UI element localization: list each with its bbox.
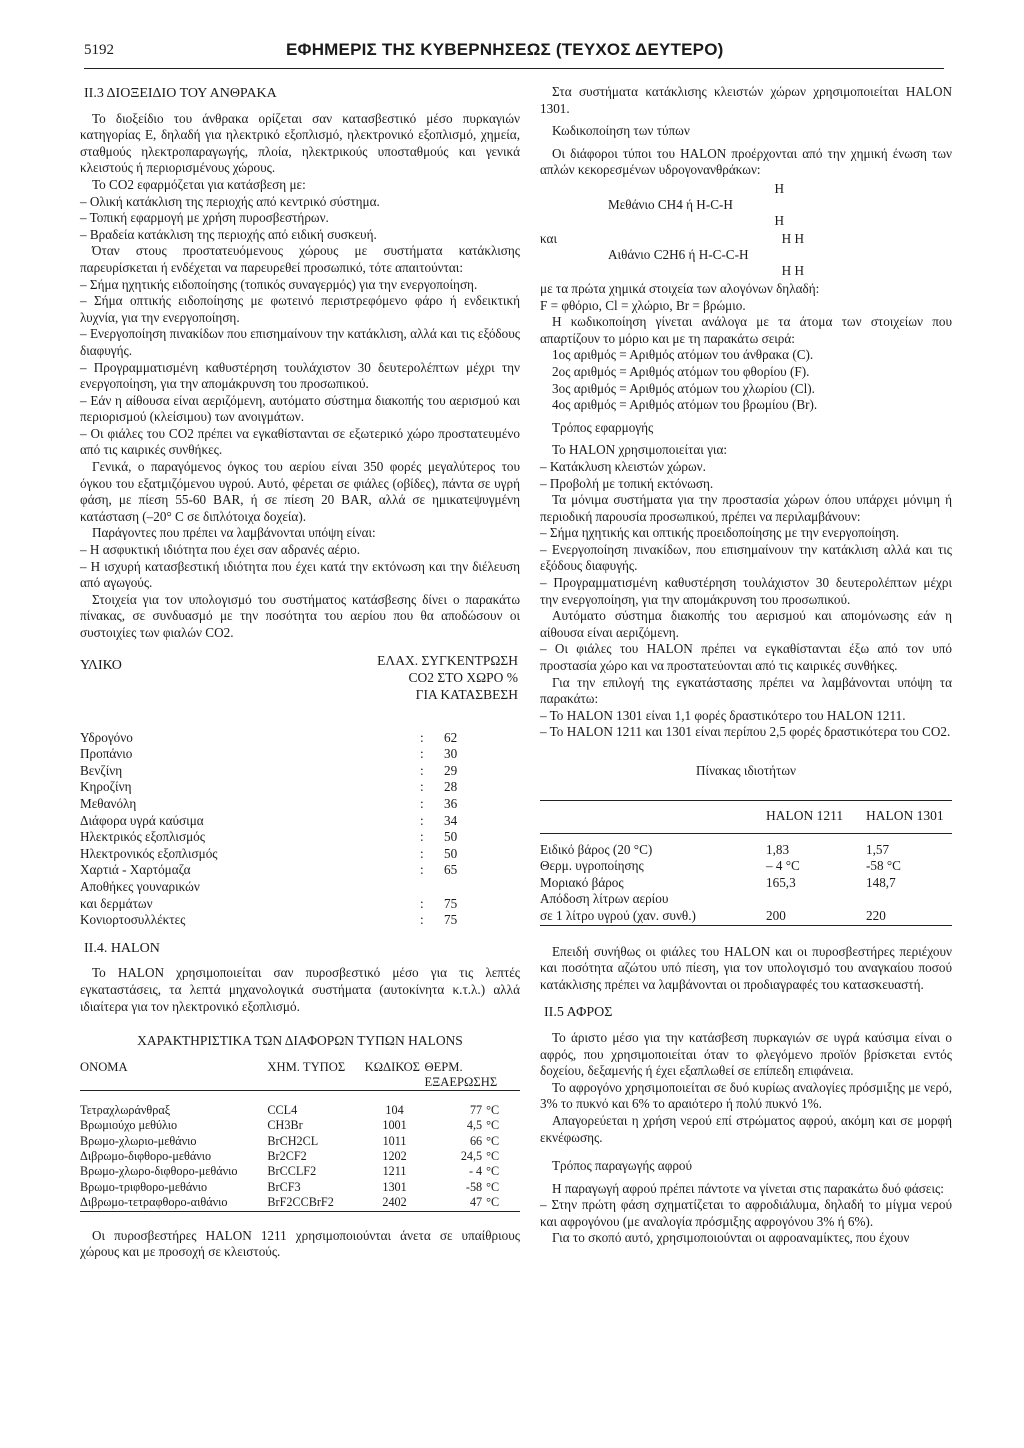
paragraph: Όταν στους προστατευόμενους χώρους με συστήματα κατάκλισης παρευρίσκεται ή ενδέχεται να παρευρεθεί προσωπικό, τότε απαιτούνται: bbox=[80, 243, 520, 275]
paragraph: Για το σκοπό αυτό, χρησιμοποιούνται οι αφροαναμίκτες, που έχουν bbox=[552, 1230, 910, 1246]
separator: : bbox=[420, 729, 424, 745]
paragraph: Το CO2 εφαρμόζεται για κατάσβεση με: bbox=[92, 176, 306, 192]
list-item: – Ολική κατάκλιση της περιοχής από κεντρικό σύστημα. bbox=[80, 193, 380, 209]
material-name: Υδρογόνο bbox=[80, 729, 133, 745]
list-item: – Ενεργοποίηση πινακίδων που επισημαίνουν την κατάκλιση, αλλά και τις εξόδους διαφυγής. bbox=[80, 326, 520, 358]
list-item: – Προβολή με τοπική εκτόνωση. bbox=[540, 475, 714, 491]
value-1301: 1,57 bbox=[866, 841, 890, 857]
paragraph: Το HALON χρησιμοποιείται σαν πυροσβεστικό μέσο για τις λεπτές εγκαταστάσεις, τα λεπτά μηχανολογικά συστήματα (αυτοκίνητα κ.τ.λ.) αλλά ιδιαίτερα για τον ηλεκτρονικό εξοπλισμό. bbox=[80, 965, 520, 1014]
paragraph: Το άριστο μέσο για την κατάσβεση πυρκαγιών σε υγρά καύσιμα είναι ο αφρός, που χρησιμοποιείται όταν το φλεγόμενο προϊόν βρίσκεται εντός δοχείου, δεξαμενής ή έχει εξαπλωθεί σε επίπεδη επιφάνεια. bbox=[540, 1029, 952, 1079]
table-row bbox=[80, 896, 520, 913]
material-name: Ηλεκτρονικός εξοπλισμός bbox=[80, 845, 218, 861]
table-row bbox=[80, 862, 520, 879]
separator: : bbox=[420, 829, 424, 845]
table-header-row bbox=[540, 800, 952, 833]
paragraph: Το HALON χρησιμοποιείται για: bbox=[552, 442, 728, 458]
list-item: – Το HALON 1301 είναι 1,1 φορές δραστικότερο του HALON 1211. bbox=[540, 707, 906, 723]
cell-code: 1202 bbox=[382, 1148, 407, 1163]
cell-formula: CCL4 bbox=[267, 1102, 298, 1117]
list-item: – Προγραμματισμένη καθυστέρηση τουλάχιστον 30 δευτερολέπτων μέχρι την ενεργοποίηση, για την απομάκρυνση του προσωπικού. bbox=[80, 359, 520, 392]
property-label: Μοριακό βάρος bbox=[540, 874, 624, 890]
right-column bbox=[540, 84, 952, 1247]
list-item: 4ος αριθμός = Αριθμός ατόμων του βρωμίου (Br). bbox=[552, 397, 818, 413]
subheading: Κωδικοποίηση των τύπων bbox=[552, 123, 690, 139]
cell-name: Διβρωμο-τετραφθορο-αιθάνιο bbox=[80, 1195, 228, 1210]
material-value: 65 bbox=[444, 862, 458, 878]
paragraph: Η κωδικοποίηση γίνεται ανάλογα με τα άτομα των στοιχείων που απαρτίζουν το μόριο και με τη παρακάτω σειρά: bbox=[540, 314, 952, 346]
cell-code: 1001 bbox=[382, 1118, 407, 1133]
table-row bbox=[80, 779, 520, 796]
paragraph: Τα μόνιμα συστήματα για την προστασία χώρων όπου υπάρχει μόνιμη ή περιοδική παρουσία προσωπικού, πρέπει να περιλαμβάνουν: bbox=[540, 492, 952, 524]
properties-table-title: Πίνακας ιδιοτήτων bbox=[696, 763, 796, 778]
table-row bbox=[540, 858, 952, 875]
separator: : bbox=[420, 762, 424, 778]
value-1211: 165,3 bbox=[766, 874, 796, 890]
separator: : bbox=[420, 812, 424, 828]
cell-temp: 47 bbox=[469, 1195, 483, 1210]
cell-unit: °C bbox=[486, 1118, 500, 1133]
halons-table bbox=[80, 1060, 520, 1216]
material-value: 75 bbox=[444, 912, 458, 928]
value-1211: 1,83 bbox=[766, 841, 790, 857]
paragraph: Στοιχεία για τον υπολογισμό του συστήματος κατάσβεσης δίνει ο παρακάτω πίνακας, σε συνδυασμό με την ποσότητα του αερίου που θα αποδώσουν οι συστοιχίες των φιαλών CO2. bbox=[80, 591, 520, 640]
material-value: 62 bbox=[444, 729, 458, 745]
separator: : bbox=[420, 895, 424, 911]
separator: : bbox=[420, 912, 424, 928]
material-value: 75 bbox=[444, 895, 458, 911]
paragraph: Για την επιλογή της εγκατάστασης πρέπει να λαμβάνονται υπόψη τα παρακάτω: bbox=[540, 674, 952, 707]
paragraph: Οι διάφοροι τύποι του HALON προέρχονται από την χημική ένωση των απλών κεκορεσμένων υδρογονανθράκων: bbox=[540, 145, 952, 178]
value-1211: 200 bbox=[766, 907, 786, 923]
table-row bbox=[80, 846, 520, 863]
cell-unit: °C bbox=[486, 1195, 500, 1210]
cell-formula: BrF2CCBrF2 bbox=[267, 1195, 334, 1210]
table-row bbox=[80, 730, 520, 747]
table-row bbox=[80, 813, 520, 830]
cell-unit: °C bbox=[486, 1148, 500, 1163]
list-item: – Οι φιάλες του CO2 πρέπει να εγκαθίστανται σε εξωτερικό χώρο προστατευμένο από τις καιρικές συνθήκες. bbox=[80, 425, 520, 458]
value-1301: 220 bbox=[866, 907, 886, 923]
methane-structure bbox=[540, 181, 952, 229]
material-name: Κονιορτοσυλλέκτες bbox=[80, 912, 186, 928]
column-header-halon-1301: HALON 1301 bbox=[866, 800, 952, 833]
paragraph: F = φθόριο, Cl = χλώριο, Br = βρώμιο. bbox=[540, 297, 746, 313]
list-item: – Στην πρώτη φάση σχηματίζεται το αφροδιάλυμα, δηλαδή το μίγμα νερού και αφρογόνου (με αναλογία πρόσμιξης αφρογόνου 3% ή 6%). bbox=[540, 1197, 952, 1229]
table-row bbox=[80, 879, 520, 896]
separator: : bbox=[420, 746, 424, 762]
table-row bbox=[80, 1180, 520, 1195]
table-row bbox=[80, 746, 520, 763]
column-header-formula: ΧΗΜ. ΤΥΠΟΣ bbox=[267, 1060, 364, 1091]
halons-table-title: ΧΑΡΑΚΤΗΡΙΣΤΙΚΑ ΤΩΝ ΔΙΑΦΟΡΩΝ ΤΥΠΩΝ HALONS bbox=[137, 1033, 463, 1049]
value-1211: – 4 °C bbox=[766, 858, 800, 874]
header-rule bbox=[84, 68, 944, 69]
column-header-temp: ΘΕΡΜ. ΕΞΑΕΡΩΣΗΣ bbox=[424, 1060, 520, 1091]
list-item: – Σήμα ηχητικής ειδοποίησης (τοπικός συναγερμός) για την ενεργοποίηση. bbox=[80, 276, 478, 292]
material-value: 29 bbox=[444, 762, 458, 778]
properties-table bbox=[540, 800, 952, 932]
material-value bbox=[444, 879, 484, 896]
material-name: Προπάνιο bbox=[80, 746, 133, 762]
materials-colhead-line: ΕΛΑΧ. ΣΥΓΚΕΝΤΡΩΣΗ bbox=[377, 652, 518, 668]
list-item: – Η ασφυκτική ιδιότητα που έχει σαν αδρανές αέριο. bbox=[80, 542, 361, 558]
section-title-halon: ΙΙ.4. HALON bbox=[84, 940, 160, 956]
list-item: – Τοπική εφαρμογή με χρήση πυροσβεστήρων. bbox=[80, 210, 329, 226]
material-value: 28 bbox=[444, 779, 458, 795]
table-row bbox=[80, 1164, 520, 1179]
material-value: 36 bbox=[444, 795, 458, 811]
materials-column-heading bbox=[377, 652, 518, 703]
list-item: – Η ισχυρή κατασβεστική ιδιότητα που έχει κατά την εκτόνωση και την διέλευση από αγωγούς. bbox=[80, 558, 520, 591]
structure-atom: H bbox=[774, 212, 784, 228]
material-name: Κηροζίνη bbox=[80, 779, 132, 795]
cell-temp: 4,5 bbox=[466, 1118, 483, 1133]
section-title-co2: ΙΙ.3 ΔΙΟΞΕΙΔΙΟ ΤΟΥ ΑΝΘΡΑΚΑ bbox=[84, 86, 277, 101]
materials-title: ΥΛΙΚΟ bbox=[80, 657, 122, 673]
materials-table-header bbox=[80, 652, 520, 724]
table-row bbox=[80, 1195, 520, 1211]
cell-name: Διβρωμο-διφθορο-μεθάνιο bbox=[80, 1148, 212, 1163]
materials-colhead-line: ΓΙΑ ΚΑΤΑΣΒΕΣΗ bbox=[415, 686, 518, 702]
cell-code: 1301 bbox=[382, 1179, 407, 1194]
cell-unit: °C bbox=[486, 1102, 500, 1117]
page-header bbox=[84, 38, 944, 66]
list-item: 2ος αριθμός = Αριθμός ατόμων του φθορίου (F). bbox=[552, 363, 810, 379]
value-1301: 148,7 bbox=[866, 874, 896, 890]
material-name: Διάφορα υγρά καύσιμα bbox=[80, 812, 204, 828]
column-header-code: ΚΩΔΙΚΟΣ bbox=[365, 1060, 425, 1091]
material-value: 34 bbox=[444, 812, 458, 828]
cell-temp: - 4 bbox=[468, 1164, 483, 1179]
table-row bbox=[80, 1103, 520, 1118]
material-value: 30 bbox=[444, 746, 458, 762]
separator bbox=[420, 879, 444, 896]
paragraph: Απαγορεύεται η χρήση νερού επί στρώματος αφρού, ακόμη και σε μορφή εκνέφωσης. bbox=[540, 1112, 952, 1145]
list-item: 1ος αριθμός = Αριθμός ατόμων του άνθρακα (C). bbox=[552, 347, 814, 363]
list-item: – Σήμα οπτικής ειδοποίησης με φωτεινό περιστρεφόμενο φάρο ή ενδεικτική λυχνία, για την ενεργοποίηση. bbox=[80, 293, 520, 325]
property-label: Θερμ. υγροποίησης bbox=[540, 858, 644, 874]
list-item: – Εάν η αίθουσα είναι αεριζόμενη, αυτόματο σύστημα διακοπής του αερισμού και περιορισμού (κλείσιμου) των ανοιγμάτων. bbox=[80, 392, 520, 425]
table-row bbox=[540, 908, 952, 925]
table-row bbox=[80, 1134, 520, 1149]
column-header-name: ΟΝΟΜΑ bbox=[80, 1060, 267, 1091]
list-item: – Σήμα ηχητικής και οπτικής προειδοποίησης με την ενεργοποίηση. bbox=[540, 525, 900, 541]
paragraph: Οι πυροσβεστήρες HALON 1211 χρησιμοποιούνται άνετα σε υπαίθριους χώρους και με προσοχή σε κλειστούς. bbox=[80, 1227, 520, 1260]
methane-formula: Μεθάνιο CH4 ή H-C-H bbox=[608, 196, 733, 212]
list-item: – Κατάκλυση κλειστών χώρων. bbox=[540, 458, 706, 474]
cell-temp: -58 bbox=[465, 1179, 483, 1194]
ethane-formula: Αιθάνιο C2H6 ή H-C-C-H bbox=[608, 246, 749, 262]
cell-formula: BrCCLF2 bbox=[267, 1164, 317, 1179]
cell-temp: 24,5 bbox=[460, 1148, 483, 1163]
table-row bbox=[80, 1149, 520, 1164]
subheading: Τρόπος παραγωγής αφρού bbox=[552, 1158, 693, 1174]
value-1301: -58 °C bbox=[866, 858, 901, 874]
cell-formula: Br2CF2 bbox=[267, 1148, 307, 1163]
list-item: – Βραδεία κατάκλιση της περιοχής από ειδική συσκευή. bbox=[80, 226, 377, 242]
table-row bbox=[540, 833, 952, 858]
table-row bbox=[80, 912, 520, 929]
table-row bbox=[80, 763, 520, 780]
material-name: Χαρτιά - Χαρτόμαζα bbox=[80, 862, 191, 878]
property-label: Ειδικό βάρος (20 °C) bbox=[540, 841, 653, 857]
property-label: σε 1 λίτρο υγρού (χαν. συνθ.) bbox=[540, 907, 696, 923]
column-header-halon-1211: HALON 1211 bbox=[766, 800, 866, 833]
material-name: Βενζίνη bbox=[80, 762, 123, 778]
page-number: 5192 bbox=[84, 42, 114, 58]
table-row bbox=[80, 829, 520, 846]
cell-unit: °C bbox=[486, 1164, 500, 1179]
cell-formula: CH3Br bbox=[267, 1118, 303, 1133]
cell-name: Βρωμο-τριφθορο-μεθάνιο bbox=[80, 1179, 208, 1194]
materials-colhead-line: CO2 ΣΤΟ ΧΩΡΟ % bbox=[408, 669, 518, 685]
cell-name: Βρωμο-χλωρο-διφθορο-μεθάνιο bbox=[80, 1164, 238, 1179]
cell-code: 1211 bbox=[382, 1164, 407, 1179]
cell-formula: BrCF3 bbox=[267, 1179, 301, 1194]
cell-formula: BrCH2CL bbox=[267, 1133, 319, 1148]
material-name: Μεθανόλη bbox=[80, 795, 137, 811]
list-item: 3ος αριθμός = Αριθμός ατόμων του χλωρίου (Cl). bbox=[552, 380, 815, 396]
structure-atom: H bbox=[774, 180, 784, 196]
structure-atom: H H bbox=[781, 230, 804, 246]
table-header-row bbox=[80, 1060, 520, 1091]
material-value: 50 bbox=[444, 845, 458, 861]
paragraph: Γενικά, ο παραγόμενος όγκος του αερίου είναι 350 φορές μεγαλύτερος του όγκου του εξατμιζόμενου υγρού. Αυτό, φέρεται σε φιάλες (οβίδες), πάντα σε υγρή φάση, με πίεση 55-60 BAR, ή σε πίεση 20 BAR, αλλά σε ημικατεψυγμένη κατάσταση (–20° C σε διπλότοιχα δοχεία). bbox=[80, 459, 520, 524]
property-label: Απόδοση λίτρων αερίου bbox=[540, 891, 669, 907]
paragraph: Αυτόματο σύστημα διακοπής του αερισμού και απομόνωσης εάν η αίθουσα είναι αεριζόμενη. bbox=[540, 608, 952, 640]
table-row bbox=[540, 875, 952, 892]
paragraph: Η παραγωγή αφρού πρέπει πάντοτε να γίνεται στις παρακάτω δυό φάσεις: bbox=[552, 1180, 944, 1196]
list-item: – Το HALON 1211 και 1301 είναι περίπου 2,5 φορές δραστικότερα του CO2. bbox=[540, 724, 951, 740]
structure-atom: H H bbox=[781, 262, 804, 278]
separator: : bbox=[420, 779, 424, 795]
table-row bbox=[80, 796, 520, 813]
cell-temp: 66 bbox=[469, 1133, 483, 1148]
cell-unit: °C bbox=[486, 1179, 500, 1194]
paragraph: Στα συστήματα κατάκλισης κλειστών χώρων χρησιμοποιείται HALON 1301. bbox=[540, 84, 952, 116]
cell-unit: °C bbox=[486, 1133, 500, 1148]
material-name: Ηλεκτρικός εξοπλισμός bbox=[80, 829, 205, 845]
paragraph: Επειδή συνήθως οι φιάλες του HALON και οι πυροσβεστήρες περιέχουν και ποσότητα αζώτου υπό πίεση, για τον υπολογισμό του αναγκαίου ποσού κατάκλισης πρέπει να λαμβάνονται οι προδιαγραφές του κατασκευαστή. bbox=[540, 943, 952, 992]
conjunction: και bbox=[540, 230, 557, 246]
material-name: και δερμάτων bbox=[80, 895, 153, 911]
gazette-title: ΕΦΗΜΕΡΙΣ ΤΗΣ ΚΥΒΕΡΝΗΣΕΩΣ (ΤΕΥΧΟΣ ΔΕΥΤΕΡΟ) bbox=[286, 40, 724, 59]
paragraph: με τα πρώτα χημικά στοιχεία των αλογόνων δηλαδή: bbox=[540, 280, 820, 296]
separator: : bbox=[420, 845, 424, 861]
table-row bbox=[80, 1118, 520, 1133]
cell-name: Βρωμο-χλωριο-μεθάνιο bbox=[80, 1133, 197, 1148]
materials-list bbox=[80, 730, 520, 929]
cell-code: 104 bbox=[385, 1102, 404, 1117]
material-value: 50 bbox=[444, 829, 458, 845]
paragraph: Το διοξείδιο του άνθρακα ορίζεται σαν κατασβεστικό μέσο πυρκαγιών κατηγορίας Ε, δηλαδή για ηλεκτρικό εξοπλισμό, ηλεκτρονικό εξοπλισμό, χημεία, σταθμούς ηλεκτροπαραγωγής, πλοία, ηλεκτρικούς υποσταθμούς και γενικά κλειστούς ή περιορισμένους χώρους. bbox=[80, 110, 520, 176]
cell-name: Τετραχλωράνθραξ bbox=[80, 1102, 171, 1117]
cell-code: 1011 bbox=[382, 1133, 407, 1148]
material-name: Αποθήκες γουναρικών bbox=[80, 878, 200, 894]
cell-temp: 77 bbox=[469, 1102, 483, 1117]
list-item: – Προγραμματισμένη καθυστέρηση τουλάχιστον 30 δευτερολέπτων μέχρι την ενεργοποίηση, για την απομάκρυνση του προσωπικού. bbox=[540, 575, 952, 607]
paragraph: Παράγοντες που πρέπει να λαμβάνονται υπόψη είναι: bbox=[92, 525, 376, 541]
separator: : bbox=[420, 795, 424, 811]
cell-name: Βρωμιούχο μεθύλιο bbox=[80, 1118, 178, 1133]
paragraph: Το αφρογόνο χρησιμοποιείται σε δυό κυρίως αναλογίες πρόσμιξης με νερό, 3% το πυκνό και 6% το αραιότερο ή πολύ πυκνό 1%. bbox=[540, 1079, 952, 1112]
list-item: – Ενεργοποίηση πινακίδων, που επισημαίνουν την κατάκλιση αλλά και τις εξόδους διαφυγής. bbox=[540, 541, 952, 574]
separator: : bbox=[420, 862, 424, 878]
subheading: Τρόπος εφαρμογής bbox=[552, 419, 654, 435]
left-column bbox=[80, 84, 520, 1261]
table-row bbox=[540, 891, 952, 908]
cell-code: 2402 bbox=[382, 1195, 407, 1210]
list-item: – Οι φιάλες του HALON πρέπει να εγκαθίστανται έξω από τον υπό προστασία χώρο και να προστατεύονται από τις καιρικές συνθήκες. bbox=[540, 641, 952, 674]
value-1301 bbox=[866, 891, 952, 908]
section-title-foam: ΙΙ.5 ΑΦΡΟΣ bbox=[544, 1005, 613, 1021]
value-1211 bbox=[766, 891, 866, 908]
ethane-structure bbox=[540, 231, 952, 279]
